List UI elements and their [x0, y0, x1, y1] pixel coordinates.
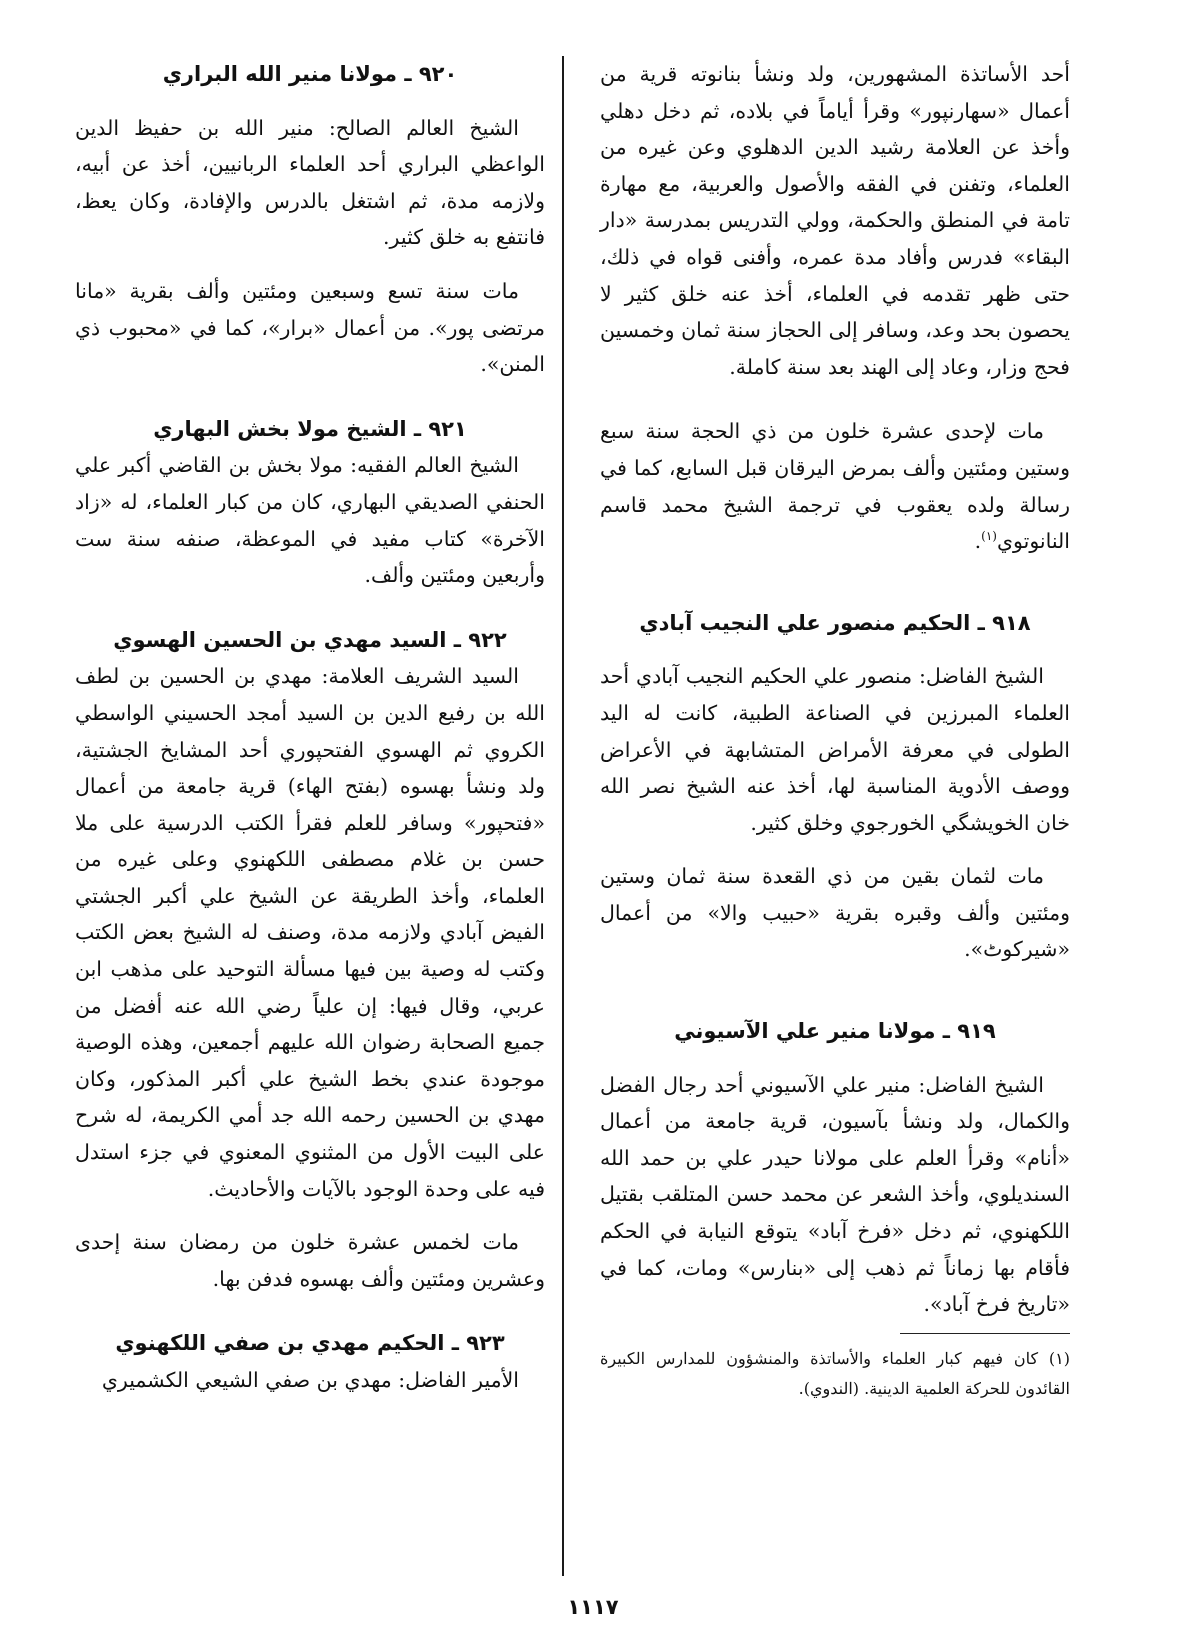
left-column	[75, 56, 545, 1399]
footnote: (١) كان فيهم كبار العلماء والأساتذة والمنشؤون للمدارس الكبيرة القائدون للحركة العلمية الدينية. (الندوي).	[600, 1348, 1070, 1398]
continuation-paragraph: أحد الأساتذة المشهورين، ولد ونشأ بنانوته قرية من أعمال «سهارنپور» وقرأ أياماً في بلاده، ثم دخل دهلي وأخذ عن العلامة رشيد الدين الدهلوي وعن غيره من العلماء، وتفنن في الفقه والأصول والعربية، مع مهارة تامة في المنطق والحكمة، وولي التدريس بمدرسة «دار البقاء» فدرس وأفاد مدة عمره، وأفنى قواه في ذلك، حتى ظهر تقدمه في العلماء، أخذ عنه خلق كثير لا يحصون بحد وعد، وسافر إلى الحجاز سنة ثمان وخمسين فحج وزار، وعاد إلى الهند بعد سنة كاملة.	[600, 62, 1070, 379]
footnote-divider	[900, 1333, 1070, 1334]
entry-title-921: ٩٢١ ـ الشيخ مولا بخش البهاري	[153, 416, 467, 441]
entry-body-918: الشيخ الفاضل: منصور علي الحكيم النجيب آبادي أحد العلماء المبرزين في الصناعة الطبية، كانت له اليد الطولى في معرفة الأمراض المتشابهة في الأعراض ووصف الأدوية المناسبة لها، أخذ عنه الشيخ نصر الله خان الخويشگي الخورجوي وخلق كثير.	[600, 664, 1070, 835]
entry-body-919: الشيخ الفاضل: منير علي الآسيوني أحد رجال الفضل والكمال، ولد ونشأ بآسيون، قرية جامعة من أعمال «أنام» وقرأ العلم على مولانا حيدر علي بن حمد الله السنديلوي، وأخذ الشعر عن محمد حسن المتلقب بقتيل اللكهنوي، ثم دخل «فرخ آباد» يتوقع النيابة في الحكم فأقام بها زماناً ثم ذهب إلى «بنارس» ومات، كما في «تاريخ فرخ آباد».	[600, 1072, 1070, 1317]
entry-title-920: ٩٢٠ ـ مولانا منير الله البراري	[162, 62, 458, 86]
entry-body-921: الشيخ العالم الفقيه: مولا بخش بن القاضي أكبر علي الحنفي الصديقي البهاري، كان من كبار العلماء، له «زاد الآخرة» كتاب مفيد في الموعظة، صنفه سنة ست وأربعين ومئتين وألف.	[75, 453, 545, 588]
entry-death-920: مات سنة تسع وسبعين ومئتين وألف بقرية «مانا مرتضى پور». من أعمال «برار»، كما في «محبوب ذي المنن».	[75, 278, 545, 377]
entry-body-922: السيد الشريف العلامة: مهدي بن الحسين بن لطف الله بن رفيع الدين بن السيد أمجد الحسيني الواسطي الكروي ثم الهسوي الفتحپوري أحد المشايخ الجشتية، ولد ونشأ بهسوه (بفتح الهاء) قرية جامعة من أعمال «فتحپور» وسافر للعلم فقرأ الكتب الدرسية على ملا حسن بن غلام مصطفى اللكهنوي وعلى غيره من العلماء، وأخذ الطريقة عن الشيخ علي أكبر الجشتي الفيض آبادي ولازمه مدة، وصنف له الشيخ بعض الكتب وكتب له وصية بين فيها مسألة التوحيد على مذهب ابن عربي، وقال فيها: إن علياً رضي الله عنه أفضل من جميع الصحابة رضوان الله عليهم أجمعين، وهذه الوصية موجودة عندي بخط الشيخ علي أكبر المذكور، وكان مهدي بن الحسين رحمه الله جد أمي الكريمة، له شرح على البيت الأول من المثنوي المعنوي في جزء استدل فيه على وحدة الوجود بالآيات والأحاديث.	[75, 664, 545, 1201]
entry-title-918: ٩١٨ ـ الحكيم منصور علي النجيب آبادي	[639, 610, 1031, 635]
footnote-mark: (١)	[981, 529, 997, 544]
entry-title-922: ٩٢٢ ـ السيد مهدي بن الحسين الهسوي	[113, 627, 507, 652]
death-paragraph-917: مات لإحدى عشرة خلون من ذي الحجة سنة سبع وستين ومئتين وألف بمرض اليرقان قبل السابع، كما في رسالة ولده يعقوب في ترجمة الشيخ محمد قاسم النانوتوي$^{(١)}$.	[600, 419, 1070, 554]
entry-body-923: الأمير الفاضل: مهدي بن صفي الشيعي الكشميري	[101, 1368, 519, 1392]
column-divider	[562, 56, 564, 1576]
right-column	[600, 56, 1070, 1404]
entry-title-919: ٩١٩ ـ مولانا منير علي الآسيوني	[674, 1019, 996, 1044]
entry-death-918: مات لثمان بقين من ذي القعدة سنة ثمان وستين ومئتين وألف وقبره بقرية «حبيب والا» من أعمال «شيركوٹ».	[600, 864, 1070, 962]
entry-body-920: الشيخ العالم الصالح: منير الله بن حفيظ الدين الواعظي البراري أحد العلماء الربانيين، أخذ عن أبيه، ولازمه مدة، ثم اشتغل بالدرس والإفادة، وكان يعظ، فانتفع به خلق كثير.	[75, 115, 545, 250]
page-number: ١١١٧	[567, 1595, 619, 1619]
entry-title-923: ٩٢٣ ـ الحكيم مهدي بن صفي اللكهنوي	[115, 1331, 505, 1356]
entry-death-922: مات لخمس عشرة خلون من رمضان سنة إحدى وعشرين ومئتين وألف بهسوه فدفن بها.	[75, 1230, 545, 1291]
